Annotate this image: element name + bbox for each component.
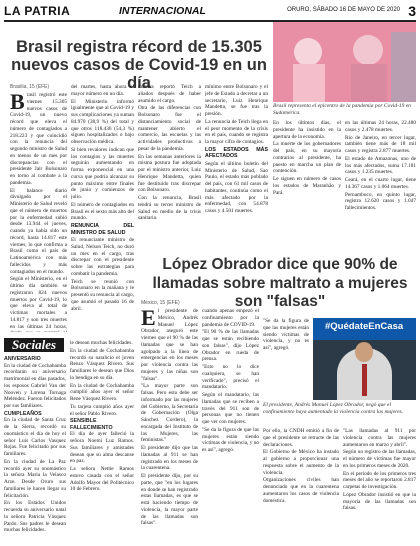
paragraph: El Gobierno de México ha instado al gobierno a proporcionar una respuesta sobre el aumento de la violencia. bbox=[263, 449, 339, 476]
section-title: INTERNACIONAL bbox=[119, 5, 206, 17]
paragraph: El día de ayer falleció la señora Noemí Luz Ramos. Sus familiares y amistades desean que su alma descanse en paz. bbox=[70, 431, 134, 465]
paragraph: En la ciudad de Cochabamba recordó su natalicio el joven Renzo Vásquez Rivero. Sus familiares le desean que Dios lo bendiga en su día. bbox=[70, 347, 134, 381]
story1-column-1 bbox=[10, 92, 67, 332]
paragraph: del martes, hasta ahora el mayor número en un día. bbox=[71, 84, 134, 97]
paragraph: Teich se reunió con Bolsonaro en la mañana y le presentó su renuncia al cargo, que asumió el pasado 16 de abril. bbox=[71, 278, 134, 312]
paragraph: Ceará, en el cuarto lugar, tiene 14.367 casos y 1.064 muertes. bbox=[345, 177, 416, 190]
paragraph: El renunciante ministro de Salud, Nelson Teich, no duró un mes en el cargo, tras discrepar con el presidente sobre las estrategias para combatir la pandemia. bbox=[71, 237, 134, 277]
story2-column-1 bbox=[141, 308, 198, 542]
story2-column-2 bbox=[202, 308, 259, 542]
paragraph: "Las llamadas al 911 por violencia contra las mujeres aumentaron en marzo y abril". bbox=[343, 428, 416, 448]
paragraph: cuando apenas empezó el confinamiento por la pandemia de COVID-19. bbox=[202, 308, 259, 328]
paragraph: l presidente de México, Andrés Manuel López Obrador, aseguró este viernes que el 90 % de las llamadas que se han agolpado a la línea de emergencias en los meses por violencia contra las mujeres y las niñas son "falsas". bbox=[141, 308, 198, 382]
paragraph: "Se da la figura de que las mujeres están siendo víctimas de violencia, y no es así", agregó. bbox=[202, 426, 259, 453]
paragraph: El balance diario divulgado por el Ministerio de Salud reveló que el número de muertos por la enfermedad subió desde 13.944 el jueves, cuando ya había sido un récord, hasta 14.817 este viernes, lo que confirma a Brasil como el país de Latinoamérica con más fallecidos y más contagiados en el mundo. bbox=[10, 187, 67, 275]
paragraph: "Esto no lo dice cualquiera, se han verificado", precisó el mandatario. bbox=[202, 364, 259, 391]
paragraph: Según el mandatario, las llamadas que se reciben a través del 911 son de personas que no tienen que ver con mujeres. bbox=[202, 392, 259, 425]
story1-headline: Brasil registra récord de 15.305 nuevos casos de Covid-19 en un día bbox=[11, 38, 267, 92]
paragraph: Organizaciones civiles han denunciado que en la cuarentena aumentaron los casos de violencia doméstica. bbox=[263, 477, 339, 504]
paragraph: El presidente dijo, por su parte, que "en los lugares en donde se han registrado estas llamadas, es que se está haciendo tiempo de violencia, la mayor parte de las llamadas son falsas". bbox=[141, 473, 198, 527]
newspaper-logo: LA PATRIA bbox=[4, 4, 71, 18]
hashtag-text: #QuédateEnCasa bbox=[325, 321, 404, 332]
paragraph: en las últimas 24 horas, 22.480 casos y 2.478 muertes. bbox=[345, 120, 416, 133]
paragraph: El número de contagiados en Brasil es el sexto más alto del mundo. bbox=[71, 201, 134, 222]
story1-subhead-resignation: RENUNCIA DEL MINISTRO DE SALUD bbox=[71, 223, 134, 236]
paragraph: le desean muchas felicidades. bbox=[70, 340, 133, 346]
sociales-column-1 bbox=[4, 356, 66, 542]
story2-headline: López Obrador dice que 90% de llamadas sobre maltrato a mujeres son "falsas" bbox=[152, 256, 408, 310]
story1-column-4 bbox=[205, 84, 268, 252]
masthead bbox=[4, 4, 416, 20]
paragraph: En los Estados Unidos recuerda su aniversario natal la señora Patricia Vásquez Pardo. Sus padres le desean muchas felicidades. bbox=[4, 500, 66, 534]
story2-column-2b bbox=[263, 318, 309, 400]
story1-column-3 bbox=[138, 84, 201, 252]
paragraph: Según un registro de las llamadas, el número de víctimas fue mayor en los primeros meses de 2020. bbox=[343, 449, 416, 469]
paragraph: Otra de las diferencias con Bolsonaro fue el distanciamiento social de mantener abierto el comercio, las escuelas y las actividades productivas a pesar de la pandemia. bbox=[138, 105, 201, 152]
paragraph: manera reportó Teich a aliados después de haber asumido el cargo. bbox=[138, 84, 201, 104]
paragraph: Pernambuco, en quinto lugar, registra 12.620 casos y 1.047 fallecimientos. bbox=[345, 191, 416, 211]
paragraph: Según el último boletín del Ministerio de Salud, Sao Paulo, el estado más poblado del país, con 61 mil casos de habitantes, continúa como el más afectado por la enfermedad, con 54.878 casos y 4.501 muertes. bbox=[205, 160, 268, 214]
paragraph: Por ello, la CNDH emitió a fin de que el presidente se retracte de las declaraciones. bbox=[263, 428, 339, 448]
sociales-head-birthday: CUMPLEAÑOS bbox=[4, 410, 42, 417]
paragraph: En la ciudad de Santa Cruz de la Sierra, recordó su onomástico el día de hoy el señor Luis Carlos Vasquez Rojas. Fue felicitado por sus familiares. bbox=[4, 417, 66, 457]
tie-icon bbox=[362, 364, 367, 396]
paragraph: Le siguen en número de casos los estados de Maranhão y Pará. bbox=[273, 176, 341, 196]
paragraph: El estado de Amazonas, uno de los más afectados, suma 17.181 casos y 1.235 muertes. bbox=[345, 155, 416, 176]
paragraph: En el periodo de los primeros tres meses del año se reportaron 2.817 carpetas de investigación. bbox=[343, 470, 416, 490]
paragraph: Con la renuncia, Brasil tendrá su tercer ministro de Salud en medio de la crisis sanitaria. bbox=[138, 195, 201, 222]
story2-column-3 bbox=[263, 428, 339, 542]
sociales-title: Sociales bbox=[12, 337, 57, 352]
paragraph: En la ciudad de Cochabamba recordarán su aniversario matrimonial en días pasados, los esposos Gabriel Van der Nooven y Lorena Tornaga Meléndez. Fueron felicitados por sus familiares. bbox=[4, 362, 66, 409]
paragraph: El presidente dijo que las llamadas al 911 se han registrado en los meses de la cuarentena. bbox=[141, 445, 198, 472]
paragraph: Según el Ministerio, en el último día también se registraron 824 nuevos muertos por Covid-19, lo que eleva al total de víctimas mortales a 14.817 y son tres muertes en las últimas 24 horas, bbox=[10, 276, 67, 330]
paragraph: En la ciudad de Cochabamba cumplió años ayer el señor Rene Vásquez Rivero. bbox=[70, 382, 134, 402]
story2-photo-caption: El presidente, Andrés Manuel López Obrador, negó que el confinamiento haya aumentado la violencia contra las mujeres. bbox=[263, 402, 404, 415]
paragraph: mínimo entre Bolsonaro y el jefe de Estado a decretar a un secretario, Luiz Henrique Mandetta, se fue tras la presión. bbox=[205, 84, 268, 117]
paragraph: "Se da la figura de que las mujeres están siendo víctimas de violencia, y no es así", agregó. bbox=[263, 318, 309, 351]
paragraph: La muerte de los gobernadores del país, en su mayoría contrarios al presidente, ha puesto en marcha un plan de contención. bbox=[273, 141, 341, 175]
paragraph: "La mayor parte son falsas. Pero esto debe ser informado por las mujeres del Gobierno, la Secretaría de Gobernación (Olga Sánchez Cordero), la encargada del Instituto de las Mujeres, las feministas." bbox=[141, 383, 198, 444]
sociales-head-anniversary: ANIVERSARIO bbox=[4, 356, 41, 362]
story1-byline: Brasilia, 15 (EFE) bbox=[10, 84, 50, 90]
hashtag-banner bbox=[313, 318, 416, 340]
story2-byline: México, 15 (EFE) bbox=[141, 300, 180, 306]
story1-photo-caption: Brasil representa el epicentro de la pandemia por Covid-19 en Sudamérica. bbox=[273, 103, 411, 116]
paragraph: En los últimos días, el presidente ha insistido en la apertura de la economía. bbox=[273, 120, 341, 140]
paragraph: "El 90 % de las llamadas que se están recibiendo son falsas", dijo López Obrador en rueda de prensa. bbox=[202, 329, 259, 363]
story2-dropcap: E bbox=[141, 308, 156, 330]
story1-subhead-states: LOS ESTADOS MÁS AFECTADOS bbox=[205, 146, 268, 160]
lopez-obrador-photo bbox=[313, 318, 416, 400]
brazil-covid-photo bbox=[273, 22, 416, 102]
sociales-column-2 bbox=[70, 340, 134, 542]
paragraph: El Ministerio informó igualmente que al Covid-19 y sus complicaciones ya suman 84.970 (38,9 %) del total y que otros 118.436 (54,3 %) siguen hospitalizados o bajo observación médica. bbox=[71, 98, 134, 145]
sociales-head-passing: SENSIBLE FALLECIMIENTO bbox=[70, 418, 113, 431]
story1-column-5a bbox=[273, 120, 341, 250]
paragraph: Tu tarjeta cumplió años ayer el señor Pablo Rivero. bbox=[70, 403, 134, 417]
paragraph: Si bien revalores indican que los contagios y las muertes seguirán aumentando en forma exponencial en una curva que podría alcanzar su punto máximo entre finales de junio y comienzos de julio. bbox=[71, 146, 134, 200]
paragraph: En las semanas anteriores la misma postura fue adoptada por el ministro anterior, Luiz Henrique Mandetta, quien fue destituido tras discrepar con Bolsonaro. bbox=[138, 153, 201, 194]
page-number: 3 bbox=[408, 3, 416, 19]
medical-workers-image bbox=[273, 22, 416, 102]
sociales-banner bbox=[4, 338, 64, 352]
paragraph: Rio de Janeiro, en tercer lugar, también tiene más de 18 mil casos y registra 2.877 muertes. bbox=[345, 134, 416, 154]
paragraph: La renuncia de Teich llega en el peor momento de la crisis en el país, cuando se registra la mayor cifra de contagios. bbox=[205, 118, 268, 145]
person-head-icon bbox=[355, 342, 373, 362]
paragraph: En la ciudad de La Paz recordó ayer su onomástico la señora Maria la Velasco Arze. Desde Oruro sus familiares le hacen llegar su felicitación. bbox=[4, 458, 66, 499]
paragraph: rasil registró este viernes 15.305 nuevos casos de Covid-19, un nuevo récord que eleva el número de contagiados a 218.223 y que coincidió con la renuncia del segundo ministro de Salud en menos de un mes por discrepancias con el presidente Jair Bolsonaro en torno al combate a la pandemia. bbox=[10, 92, 67, 186]
paragraph: López Obrador insistió en que la mayoría de las llamadas son falsas. bbox=[343, 491, 416, 512]
paragraph: La señora Nettie Ramos estuvo casada con el señor Adolfo Mayor del Politécnico 10 de Febrero. bbox=[70, 466, 134, 493]
story1-column-5 bbox=[345, 120, 416, 250]
story1-column-2 bbox=[71, 84, 134, 330]
story1-dropcap: B bbox=[10, 92, 25, 114]
story2-column-4 bbox=[343, 428, 416, 542]
issue-date: ORURO, SÁBADO 16 DE MAYO DE 2020 bbox=[287, 7, 400, 13]
